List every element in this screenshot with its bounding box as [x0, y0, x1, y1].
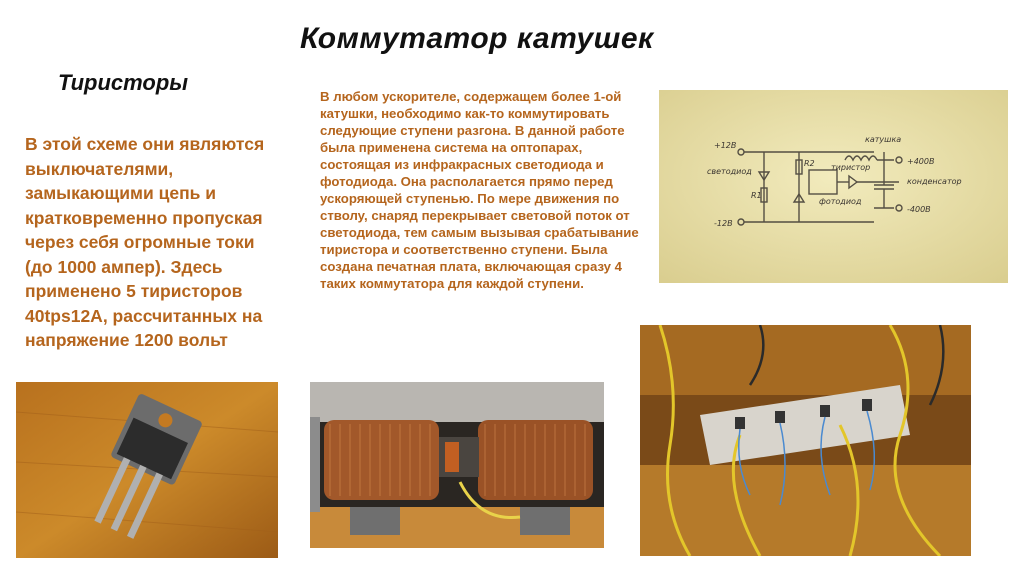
schematic-label-capacitor: конденсатор — [907, 177, 962, 186]
board-photo — [640, 325, 971, 556]
slide-subtitle: Тиристоры — [58, 70, 189, 95]
schematic-label-plus400: +400В — [907, 157, 935, 166]
schematic-label-r2: R2 — [804, 159, 815, 168]
schematic-label-photodiode: фотодиод — [819, 197, 862, 206]
thyristor-description: В этой схеме они являются выключателями, замыкающими цепь и кратковременно пропуская через себя огромные токи (до 1000 ампер). Здесь применено 5 тиристоров 40tps12A, рассчитанных на напряжение 1200 вольт — [25, 134, 265, 350]
schematic-label-led: светодиод — [707, 167, 752, 176]
commutator-description: В любом ускорителе, содержащем более 1-ой катушки, необходимо как-то коммутировать следующие ступени разгона. В данной работе была применена система на оптопарах, состоящая из инфракрасных светодиода и фотодиода. Она располагается прямо перед ускоряющей ступенью. По мере движения по стволу, снаряд перекрывает световой поток от светодиода, тем самым вызывая срабатывание тиристора и соответственно ступени. Была создана печатная плата, включающая сразу 4 таких коммутатора для каждой ступени. — [320, 89, 639, 291]
schematic-label-minus400: -400В — [907, 205, 931, 214]
slide-title: Коммутатор катушек — [300, 22, 654, 55]
schematic-label-coil: катушка — [865, 135, 902, 144]
schematic-label-minus12: -12В — [714, 219, 733, 228]
schematic-photo — [659, 90, 1008, 283]
schematic-label-thyristor: тиристор — [831, 163, 871, 172]
coils-photo — [310, 382, 604, 548]
thyristor-photo — [16, 382, 278, 558]
schematic-label-r1: R1 — [751, 191, 762, 200]
schematic-label-plus12: +12В — [714, 141, 737, 150]
